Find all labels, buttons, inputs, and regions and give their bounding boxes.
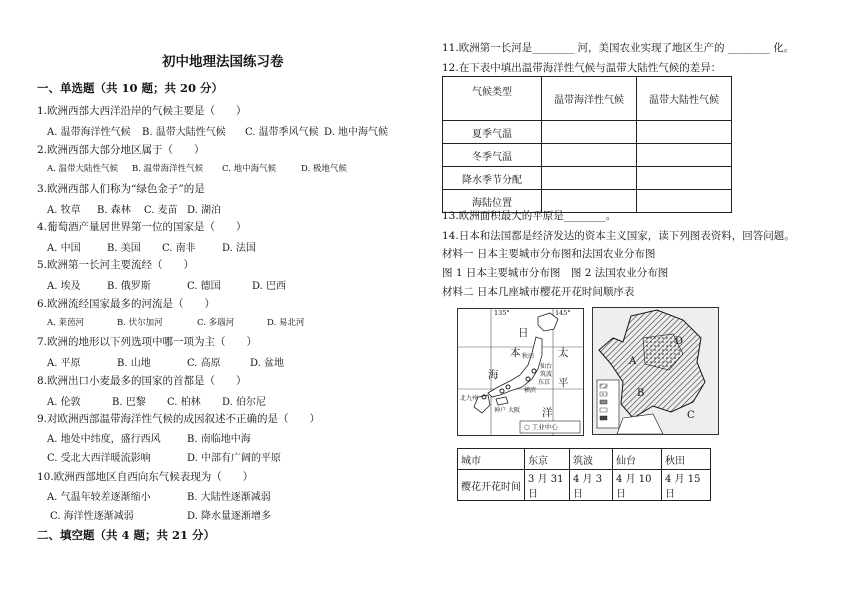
question-stem: 5.欧洲第一长河主要流经（ ）: [37, 259, 195, 271]
label-ben: 本: [510, 347, 521, 359]
city-yokohama: 横滨: [524, 387, 537, 394]
city-tsukuba: 筑波: [540, 371, 553, 378]
answer-option[interactable]: D. 易北河: [267, 318, 305, 328]
climate-row-label: 海陆位置: [443, 190, 542, 213]
climate-cell-blank[interactable]: [637, 190, 732, 213]
answer-option[interactable]: B. 山地: [117, 358, 151, 369]
climate-header-continental: 温带大陆性气候: [637, 77, 732, 121]
question-stem: 3.欧洲西部人们称为“绿色金子”的是: [37, 183, 205, 195]
answer-option[interactable]: A. 莱茵河: [47, 318, 85, 328]
answer-option[interactable]: A. 牧草: [47, 205, 81, 216]
city-sendai: 仙台: [540, 363, 553, 370]
answer-option[interactable]: D. 盆地: [250, 358, 285, 369]
question-13: 13.欧洲面积最大的平原是________。: [442, 210, 617, 222]
answer-option[interactable]: C. 温带季风气候: [245, 127, 319, 138]
answer-option[interactable]: D. 巴西: [252, 281, 287, 292]
question-stem: 4.葡萄酒产量居世界第一位的国家是（ ）: [37, 221, 247, 233]
city-kobe: 神户: [494, 407, 507, 414]
climate-row-label: 降水季节分配: [443, 167, 542, 190]
answer-option[interactable]: C. 地中海气候: [222, 164, 277, 174]
label-hai: 海: [488, 369, 499, 381]
question-14: 14.日本和法国都是经济发达的资本主义国家，读下列图表资料，回答问题。: [442, 230, 795, 242]
label-yang: 洋: [542, 407, 553, 419]
page-title: 初中地理法国练习卷: [162, 54, 284, 70]
sakura-date: 3 月 31 日: [525, 470, 570, 501]
label-ri: 日: [518, 327, 529, 339]
climate-cell-blank[interactable]: [542, 167, 637, 190]
material-2: 材料二 日本几座城市樱花开花时间顺序表: [442, 286, 635, 298]
france-region-a: A: [629, 356, 637, 367]
france-agriculture-map: [592, 307, 719, 435]
city-osaka: 大阪: [508, 407, 521, 414]
answer-option[interactable]: D. 中部有广阔的平原: [187, 453, 282, 464]
answer-option[interactable]: D. 法国: [222, 243, 257, 254]
sakura-bloom-table: [457, 448, 711, 501]
sakura-date: 4 月 10 日: [613, 470, 662, 501]
label-tai: 太: [558, 347, 569, 359]
answer-option[interactable]: B. 温带海洋性气候: [132, 164, 204, 174]
answer-option[interactable]: C. 受北大西洋暖流影响: [47, 453, 151, 464]
climate-cell-blank[interactable]: [637, 144, 732, 167]
question-stem: 6.欧洲流经国家最多的河流是（ ）: [37, 298, 216, 310]
france-region-c: C: [687, 410, 695, 421]
answer-option[interactable]: D. 极地气候: [301, 164, 347, 174]
answer-option[interactable]: A. 气温年较差逐渐缩小: [47, 492, 151, 503]
answer-option[interactable]: C. 南非: [162, 243, 196, 254]
answer-option[interactable]: C. 海洋性逐渐减弱: [50, 511, 134, 522]
city-tokyo: 东京: [538, 379, 551, 386]
climate-header-type: 气候类型: [443, 77, 542, 121]
question-11: 11.欧洲第一长河是________ 河，美国农业实现了地区生产的 ________ 化。: [442, 42, 795, 54]
answer-option[interactable]: D. 湖泊: [187, 205, 222, 216]
answer-option[interactable]: C. 德国: [187, 281, 221, 292]
sakura-city: 秋田: [662, 449, 711, 470]
answer-option[interactable]: D. 伯尔尼: [222, 397, 267, 408]
climate-cell-blank[interactable]: [637, 121, 732, 144]
sakura-header-time: 樱花开花时间: [458, 470, 525, 501]
city-akita: 秋田: [522, 353, 535, 360]
question-stem: 2.欧洲西部大部分地区属于（ ）: [37, 144, 205, 156]
figure-captions: 图 1 日本主要城市分布图 图 2 法国农业分布图: [442, 267, 669, 279]
longitude-label-145: 145°: [555, 309, 571, 317]
answer-option[interactable]: B. 美国: [107, 243, 141, 254]
answer-option[interactable]: A. 中国: [47, 243, 81, 254]
answer-option[interactable]: B. 俄罗斯: [107, 281, 151, 292]
japan-city-map: [457, 308, 584, 436]
answer-option[interactable]: B. 大陆性逐渐减弱: [187, 492, 271, 503]
sakura-date: 4 月 15 日: [662, 470, 711, 501]
question-stem: 7.欧洲的地形以下列选项中哪一项为主（ ）: [37, 336, 258, 348]
climate-header-maritime: 温带海洋性气候: [542, 77, 637, 121]
climate-row-label: 冬季气温: [443, 144, 542, 167]
climate-cell-blank[interactable]: [542, 121, 637, 144]
sakura-date: 4 月 3 日: [570, 470, 613, 501]
longitude-label-135: 135°: [494, 309, 510, 317]
sakura-city: 仙台: [613, 449, 662, 470]
climate-row-label: 夏季气温: [443, 121, 542, 144]
answer-option[interactable]: A. 埃及: [47, 281, 81, 292]
answer-option[interactable]: A. 温带海洋性气候: [47, 127, 131, 138]
answer-option[interactable]: C. 柏林: [167, 397, 201, 408]
answer-option[interactable]: A. 平原: [47, 358, 81, 369]
sakura-header-city: 城市: [458, 449, 525, 470]
answer-option[interactable]: C. 麦苗: [144, 205, 178, 216]
map-legend-industrial-center: ○ 工业中心: [524, 423, 558, 431]
answer-option[interactable]: B. 巴黎: [112, 397, 146, 408]
question-stem: 1.欧洲西部大西洋沿岸的气候主要是（ ）: [37, 105, 247, 117]
section-heading-fill-blank: 二、填空题（共 4 题；共 21 分）: [37, 528, 216, 542]
sakura-city: 东京: [525, 449, 570, 470]
answer-option[interactable]: A. 温带大陆性气候: [47, 164, 119, 174]
answer-option[interactable]: B. 南临地中海: [187, 434, 251, 445]
question-stem: 8.欧洲出口小麦最多的国家的首都是（ ）: [37, 375, 247, 387]
france-region-b: B: [637, 388, 645, 399]
label-ping: 平: [558, 377, 569, 389]
section-heading-single-choice: 一、单选题（共 10 题；共 20 分）: [37, 81, 224, 95]
answer-option[interactable]: A. 地处中纬度，盛行西风: [47, 434, 161, 445]
city-kitakyushu: 北九州: [460, 395, 479, 402]
question-stem: 10.欧洲西部地区自西向东气候表现为（ ）: [37, 471, 254, 483]
answer-option[interactable]: B. 温带大陆性气候: [142, 127, 226, 138]
france-region-d: D: [675, 336, 684, 347]
material-1: 材料一 日本主要城市分布图和法国农业分布图: [442, 248, 656, 260]
question-stem: 9.对欧洲西部温带海洋性气候的成因叙述不正确的是（ ）: [37, 413, 321, 425]
question-12: 12.在下表中填出温带海洋性气候与温带大陆性气候的差异：: [442, 62, 722, 74]
answer-option[interactable]: C. 多瑙河: [197, 318, 235, 328]
answer-option[interactable]: D. 降水量逐渐增多: [187, 511, 272, 522]
climate-table: [442, 76, 732, 213]
answer-option[interactable]: B. 森林: [97, 205, 131, 216]
answer-option[interactable]: A. 伦敦: [47, 397, 81, 408]
answer-option[interactable]: C. 高原: [187, 358, 221, 369]
climate-cell-blank[interactable]: [542, 144, 637, 167]
climate-cell-blank[interactable]: [637, 167, 732, 190]
sakura-city: 筑波: [570, 449, 613, 470]
answer-option[interactable]: B. 伏尔加河: [117, 318, 163, 328]
france-map-graphic: [593, 308, 718, 434]
answer-option[interactable]: D. 地中海气候: [324, 127, 389, 138]
